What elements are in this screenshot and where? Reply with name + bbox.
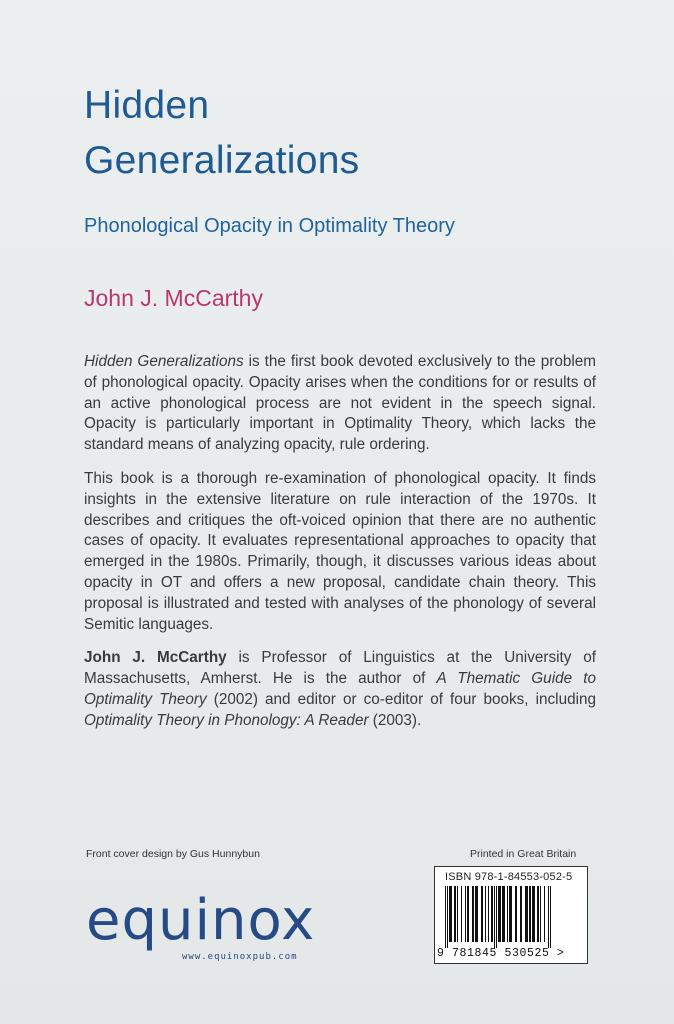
barcode-bar — [548, 886, 549, 948]
barcode-bar — [520, 886, 522, 942]
barcode-bar — [481, 886, 483, 942]
author-bio: John J. McCarthy is Professor of Linguistics at the University of Massachusetts, Amherst. He is the author of A Thematic Guide to Optimality Theory (2002) and editor or co-editor of four books, including Optimality Theory in Phonology: A Reader (2003). — [84, 649, 597, 729]
barcode-bar — [465, 886, 466, 942]
barcode-bar — [494, 886, 495, 948]
barcode-bar — [454, 886, 456, 942]
barcode-bar — [515, 886, 517, 942]
barcode-bar — [496, 886, 497, 948]
barcode-bar — [457, 886, 458, 942]
publisher-url: www.equinoxpub.com — [182, 952, 298, 962]
barcode-bar — [525, 886, 528, 942]
publisher-logo — [86, 888, 346, 968]
blurb-paragraph-2: This book is a thorough re-examination of phonological opacity. It finds insights in the extensive literature on rule interaction of the 1970s. It describes and critiques the oft-voiced opinion that there are no authentic cases of opacity. It evaluates representational approaches to opacity that emerged in the 1980s. Primarily, though, it discusses various ideas about opacity in OT and offers a new proposal, candidate chain theory. This proposal is illustrated and tested with analyses of the phonology of several Semitic languages. — [84, 469, 596, 633]
publisher-logo-wordmark: equinox — [86, 888, 316, 953]
isbn-barcode — [434, 866, 588, 964]
barcode-bar — [472, 886, 474, 942]
author-bio-name: John J. McCarthy — [84, 649, 227, 667]
barcode-bars — [443, 886, 579, 948]
barcode-bar — [550, 886, 551, 948]
cover-credit: Front cover design by Gus Hunnybun — [86, 848, 260, 860]
barcode-bar — [449, 886, 452, 942]
printed-in: Printed in Great Britain — [470, 848, 577, 860]
blurb-paragraph-1: Hidden Generalizations is the first book devoted exclusively to the problem of phonological opacity. Opacity arises when the conditions for or results of an active phonological process are not evident in the speech signal. Opacity is particularly important in Optimality Theory, which lacks the standard means of analyzing opacity, rule ordering. — [84, 353, 597, 454]
book-title — [84, 78, 359, 188]
book-subtitle: Phonological Opacity in Optimality Theory — [84, 215, 455, 237]
barcode-bar — [537, 886, 539, 942]
barcode-bar — [491, 886, 493, 942]
isbn-label: ISBN 978-1-84553-052-5 — [445, 871, 573, 883]
barcode-bar — [502, 886, 505, 942]
barcode-bar — [447, 886, 448, 948]
barcode-bar — [461, 886, 462, 942]
barcode-bar — [467, 886, 469, 942]
barcode-bar — [540, 886, 541, 942]
blurb-title-italic: Hidden Generalizations — [84, 353, 244, 370]
title-line-1: Hidden — [84, 84, 210, 127]
book-author: John J. McCarthy — [84, 285, 263, 311]
title-line-2: Generalizations — [84, 139, 360, 182]
barcode-bar — [532, 886, 535, 942]
barcode-bar — [509, 886, 512, 942]
barcode-bar — [445, 886, 446, 948]
barcode-bar — [529, 886, 531, 942]
barcode-bar — [488, 886, 489, 942]
barcode-bar — [498, 886, 501, 942]
barcode-bar — [507, 886, 508, 942]
barcode-bar — [475, 886, 478, 942]
ean-digits: 9 781845 530525 > — [437, 947, 565, 960]
blurb — [84, 352, 596, 745]
barcode-bar — [485, 886, 486, 942]
barcode-bar — [544, 886, 545, 942]
